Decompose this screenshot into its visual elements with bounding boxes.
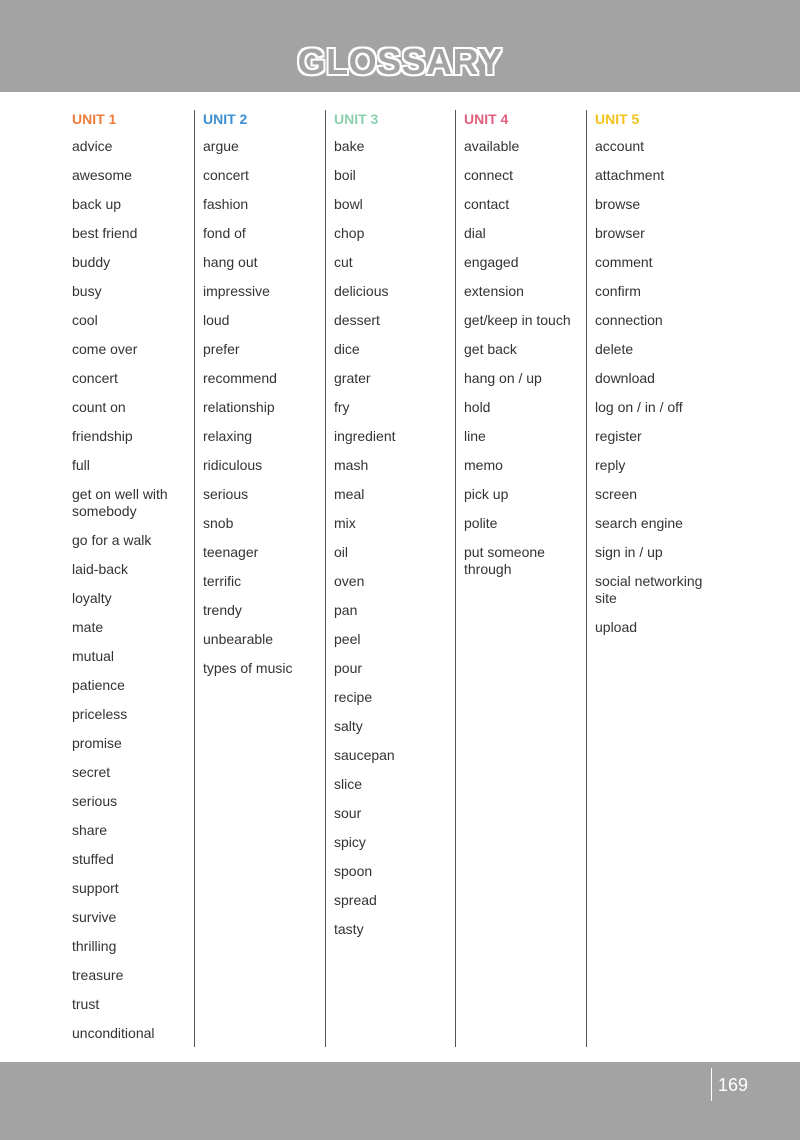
- word-list-4: [464, 138, 590, 578]
- unit-column-5: [586, 110, 721, 1047]
- glossary-term: meal: [334, 486, 365, 502]
- glossary-term: polite: [464, 515, 498, 531]
- glossary-term: promise: [72, 735, 122, 751]
- glossary-term: terrific: [203, 573, 242, 589]
- glossary-term: delete: [595, 341, 634, 357]
- word-list-3: [334, 138, 460, 938]
- glossary-term: bowl: [334, 196, 363, 212]
- glossary-term: recipe: [334, 689, 373, 705]
- glossary-term: stuffed: [72, 851, 114, 867]
- unit-heading-3: UNIT 3: [334, 111, 379, 127]
- page-title: GLOSSARY: [297, 41, 503, 82]
- glossary-term: register: [595, 428, 642, 444]
- glossary-term: cool: [72, 312, 98, 328]
- glossary-term: buddy: [72, 254, 111, 270]
- glossary-term: chop: [334, 225, 365, 241]
- glossary-term: mix: [334, 515, 356, 531]
- glossary-term: get back: [464, 341, 517, 357]
- glossary-term: unconditional: [72, 1025, 155, 1041]
- glossary-term: spread: [334, 892, 377, 908]
- glossary-term: line: [464, 428, 486, 444]
- glossary-term: relationship: [203, 399, 275, 415]
- glossary-term: get/keep in touch: [464, 312, 571, 328]
- glossary-term: mutual: [72, 648, 115, 664]
- glossary-term: support: [72, 880, 119, 896]
- glossary-term: hang on / up: [464, 370, 542, 386]
- unit-heading-1: UNIT 1: [72, 111, 117, 127]
- glossary-term: argue: [203, 138, 239, 154]
- glossary-term: put someone through: [464, 544, 545, 577]
- glossary-term: ridiculous: [203, 457, 263, 473]
- glossary-term: connect: [464, 167, 514, 183]
- glossary-term: account: [595, 138, 645, 154]
- glossary-term: trendy: [203, 602, 242, 618]
- glossary-term: pan: [334, 602, 358, 618]
- glossary-term: survive: [72, 909, 117, 925]
- glossary-term: full: [72, 457, 90, 473]
- unit-heading-2: UNIT 2: [203, 111, 248, 127]
- glossary-term: mash: [334, 457, 369, 473]
- glossary-term: browse: [595, 196, 641, 212]
- unit-column-3: [325, 110, 460, 1047]
- glossary-term: serious: [72, 793, 118, 809]
- glossary-term: slice: [334, 776, 363, 792]
- glossary-term: share: [72, 822, 108, 838]
- glossary-term: connection: [595, 312, 663, 328]
- glossary-term: extension: [464, 283, 524, 299]
- glossary-term: patience: [72, 677, 125, 693]
- glossary-term: comment: [595, 254, 653, 270]
- glossary-term: unbearable: [203, 631, 274, 647]
- unit-heading-5: UNIT 5: [595, 111, 640, 127]
- glossary-term: mate: [72, 619, 104, 635]
- glossary-term: treasure: [72, 967, 124, 983]
- glossary-term: thrilling: [72, 938, 117, 954]
- glossary-term: prefer: [203, 341, 240, 357]
- word-list-5: [595, 138, 721, 636]
- glossary-term: go for a walk: [72, 532, 152, 548]
- glossary-term: loyalty: [72, 590, 112, 606]
- unit-column-1: [64, 110, 198, 1047]
- glossary-term: pick up: [464, 486, 509, 502]
- glossary-term: saucepan: [334, 747, 395, 763]
- glossary-term: priceless: [72, 706, 128, 722]
- footer-band: [0, 1062, 800, 1140]
- glossary-term: concert: [203, 167, 249, 183]
- glossary-term: peel: [334, 631, 361, 647]
- glossary-term: boil: [334, 167, 356, 183]
- glossary-term: browser: [595, 225, 645, 241]
- glossary-term: laid-back: [72, 561, 129, 577]
- glossary-term: reply: [595, 457, 626, 473]
- glossary-term: delicious: [334, 283, 389, 299]
- glossary-term: attachment: [595, 167, 665, 183]
- glossary-term: advice: [72, 138, 113, 154]
- glossary-term: busy: [72, 283, 102, 299]
- unit-column-2: [194, 110, 329, 1047]
- glossary-term: types of music: [203, 660, 293, 676]
- glossary-term: recommend: [203, 370, 277, 386]
- glossary-term: contact: [464, 196, 510, 212]
- glossary-term: serious: [203, 486, 249, 502]
- unit-heading-4: UNIT 4: [464, 111, 509, 127]
- glossary-term: teenager: [203, 544, 259, 560]
- glossary-term: hang out: [203, 254, 258, 270]
- glossary-term: friendship: [72, 428, 133, 444]
- glossary-term: relaxing: [203, 428, 253, 444]
- glossary-term: spicy: [334, 834, 366, 850]
- glossary-term: dessert: [334, 312, 380, 328]
- glossary-term: spoon: [334, 863, 373, 879]
- unit-column-4: [455, 110, 590, 1047]
- glossary-term: come over: [72, 341, 138, 357]
- glossary-term: tasty: [334, 921, 364, 937]
- glossary-term: get on well with somebody: [72, 486, 168, 519]
- glossary-term: upload: [595, 619, 638, 635]
- glossary-term: confirm: [595, 283, 641, 299]
- glossary-term: oven: [334, 573, 365, 589]
- glossary-term: dice: [334, 341, 360, 357]
- glossary-term: ingredient: [334, 428, 396, 444]
- glossary-term: oil: [334, 544, 349, 560]
- word-list-1: [72, 138, 198, 1042]
- glossary-term: download: [595, 370, 655, 386]
- glossary-term: available: [464, 138, 520, 154]
- glossary-term: fond of: [203, 225, 246, 241]
- glossary-term: screen: [595, 486, 638, 502]
- glossary-term: sour: [334, 805, 362, 821]
- glossary-term: snob: [203, 515, 234, 531]
- glossary-term: hold: [464, 399, 491, 415]
- glossary-term: loud: [203, 312, 230, 328]
- glossary-term: count on: [72, 399, 126, 415]
- glossary-term: social networking site: [595, 573, 703, 606]
- page-number: 169: [718, 1075, 749, 1095]
- glossary-term: fry: [334, 399, 350, 415]
- glossary-term: grater: [334, 370, 371, 386]
- glossary-term: engaged: [464, 254, 519, 270]
- glossary-term: awesome: [72, 167, 132, 183]
- glossary-term: secret: [72, 764, 111, 780]
- glossary-term: bake: [334, 138, 365, 154]
- glossary-term: sign in / up: [595, 544, 663, 560]
- glossary-term: concert: [72, 370, 118, 386]
- glossary-term: dial: [464, 225, 486, 241]
- glossary-term: salty: [334, 718, 363, 734]
- glossary-term: pour: [334, 660, 363, 676]
- glossary-term: impressive: [203, 283, 270, 299]
- footer-divider: [711, 1068, 712, 1101]
- glossary-term: trust: [72, 996, 100, 1012]
- glossary-term: best friend: [72, 225, 138, 241]
- glossary-term: log on / in / off: [595, 399, 683, 415]
- glossary-term: fashion: [203, 196, 249, 212]
- glossary-term: back up: [72, 196, 122, 212]
- word-list-2: [203, 138, 329, 677]
- glossary-term: search engine: [595, 515, 683, 531]
- glossary-term: memo: [464, 457, 503, 473]
- glossary-term: cut: [334, 254, 353, 270]
